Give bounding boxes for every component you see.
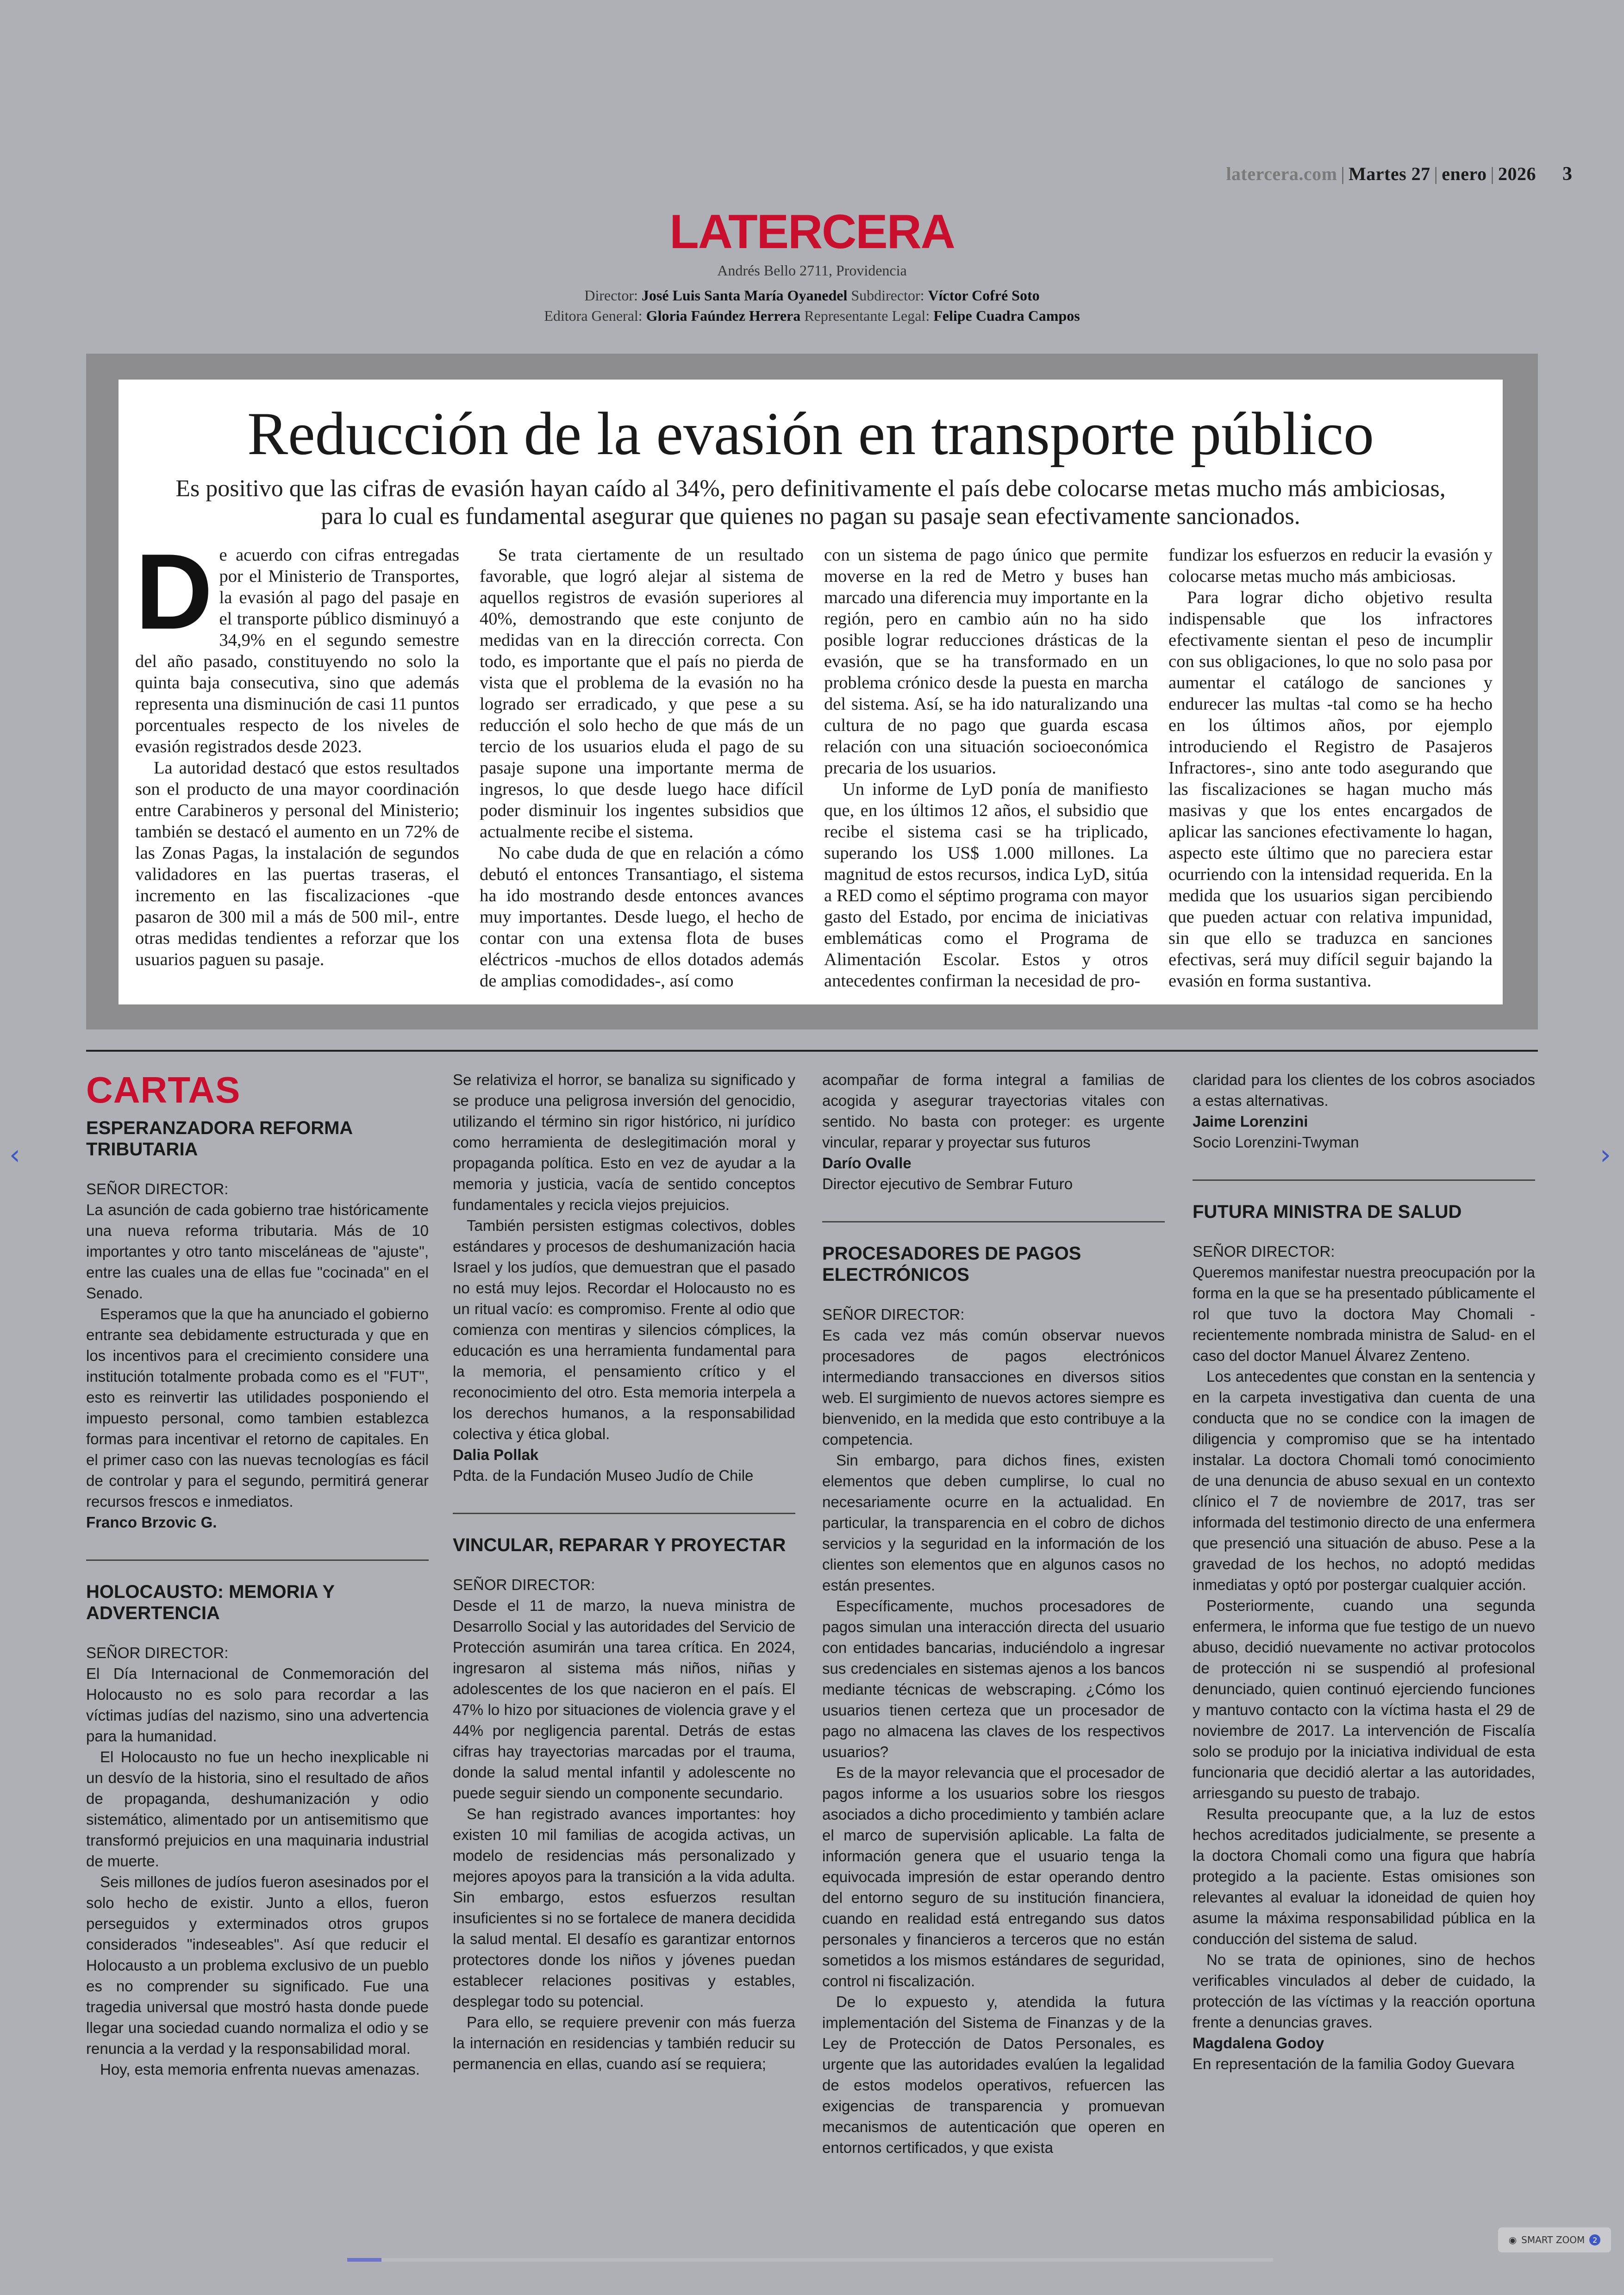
editorial-paragraph: con un sistema de pago único que permite moverse en la red de Metro y buses han marcado una diferencia muy importante en la región, pero en cambio aún no ha sido posible lograr reducciones drásticas de la evasión, que se ha transformado en un problema crónico desde la puesta en marcha del sistema. Así, se ha ido naturalizando una cultura de no pago que guarda escasa relación con una situación socioeconómica precaria de los usuarios.: [824, 545, 1148, 778]
eye-icon: ◉: [1508, 2234, 1517, 2245]
letter-signature: Franco Brzovic G.: [86, 1514, 217, 1531]
editorial-paragraph: fundizar los esfuerzos en reducir la evasión y colocarse metas mucho más ambiciosas.: [1168, 545, 1493, 586]
letter-paragraph: Resulta preocupante que, a la luz de estos hechos acreditados judicialmente, se presente a la doctora Chomali como una figura que habría protegido a la paciente. Estas omisiones son relevantes al evaluar la idoneidad de quien hoy asume la máxima responsabilidad pública en la conducción del sistema de salud.: [1193, 1805, 1535, 1947]
letter-headline: ESPERANZADORA REFORMA TRIBUTARIA: [86, 1118, 352, 1160]
editorial-deck: Es positivo que las cifras de evasión hayan caído al 34%, pero definitivamente el país debe colocarse metas mucho más ambiciosas, para lo cual es fundamental asegurar que quienes no pagan su pasaje sean efectivamente sancionados.: [175, 475, 1446, 530]
address: Andrés Bello 2711, Providencia: [717, 262, 907, 279]
staff-line-1: Director: José Luis Santa María Oyanedel Subdirector: Víctor Cofré Soto: [584, 287, 1040, 304]
section-rule: [86, 1050, 1538, 1052]
letter-divider: [453, 1513, 795, 1514]
editor-name: Gloria Faúndez Herrera: [646, 307, 801, 324]
letter-paragraph: Es de la mayor relevancia que el procesador de pagos informe a los usuarios sobre los riesgos asociados a dicho procedimiento y también aclare el marco de supervisión aplicable. La falta de información genera que el usuario tenga la equivocada impresión de estar operando dentro del entorno seguro de su institución financiera, cuando en realidad está entregando sus datos personales y financieros a terceros que no están sometidos a los mismos estándares de seguridad, control ni fiscalización.: [822, 1764, 1165, 1989]
letter-headline: VINCULAR, REPARAR Y PROYECTAR: [453, 1535, 786, 1555]
letter-paragraph: La asunción de cada gobierno trae históricamente una nueva reforma tributaria. Más de 10 importantes y otro tanto misceláneas de "ajuste", entre las cuales una de ellas fue "cocinada" en el Senado.: [86, 1201, 429, 1302]
letter-headline: FUTURA MINISTRA DE SALUD: [1193, 1202, 1462, 1222]
issue-month: enero: [1442, 163, 1487, 184]
letter-paragraph: El Día Internacional de Conmemoración del Holocausto no es solo para recordar a las víctimas judías del nazismo, sino una advertencia para la humanidad.: [86, 1665, 429, 1745]
letter-signature-role: En representación de la familia Godoy Guevara: [1193, 2055, 1515, 2072]
editorial-column-1: [135, 532, 459, 970]
letter-salutation: SEÑOR DIRECTOR:: [453, 1576, 595, 1593]
letter-paragraph: Seis millones de judíos fueron asesinados por el solo hecho de existir. Junto a ellos, fueron perseguidos y exterminados otros grupos considerados "indeseables". Así que reducir el Holocausto a un problema exclusivo de un pueblo es no comprender su significado. Fue una tragedia universal que mostró hasta donde puede llegar una sociedad cuando normaliza el odio y se renuncia a la verdad y la responsabilidad moral.: [86, 1873, 429, 2057]
editorial-paragraph: e acuerdo con cifras entregadas por el Ministerio de Transportes, la evasión al pago del pasaje en el transporte público disminuyó a 34,9% en el segundo semestre del año pasado, constituyendo no solo la quinta baja consecutiva, sino que además representa una disminución de casi 11 puntos porcentuales respecto de los niveles de evasión registrados desde 2023.: [135, 545, 459, 756]
letter-signature: Darío Ovalle: [822, 1154, 912, 1172]
letter-paragraph: Se han registrado avances importantes: hoy existen 10 mil familias de acogida activas, un modelo de residencias más personalizado y mejores apoyos para la transición a la vida adulta. Sin embargo, estos esfuerzos resultan insuficientes si no se fortalece de manera decidida la salud mental. El desafío es garantizar entornos protectores donde los niños y jóvenes puedan establecer relaciones positivas y estables, desplegar todo su potencial.: [453, 1805, 795, 2010]
smart-zoom-badge: 2: [1589, 2234, 1600, 2245]
letters-column-3: [822, 1069, 1165, 2158]
letter-headline: HOLOCAUSTO: MEMORIA Y ADVERTENCIA: [86, 1582, 335, 1623]
scrollbar-thumb[interactable]: [347, 2258, 381, 2262]
letter-paragraph: claridad para los clientes de los cobros asociados a estas alternativas.: [1193, 1071, 1535, 1109]
letter-paragraph: Posteriormente, cuando una segunda enfermera, le informa que fue testigo de un nuevo abuso, decidió nuevamente no activar protocolos de protección ni se suspendió al profesional denunciado, quien continuó ejerciendo funciones y mantuvo contacto con la víctima hasta el 29 de noviembre de 2017. La intervención de Fiscalía solo se produjo por la iniciativa individual de esta funcionaria que decidió alertar a las autoridades, arriesgando su puesto de trabajo.: [1193, 1597, 1535, 1802]
letter-signature: Jaime Lorenzini: [1193, 1113, 1308, 1130]
letters-column-2: [453, 1069, 795, 2074]
chevron-right-icon[interactable]: ›: [1600, 1139, 1611, 1171]
editorial-paragraph: Un informe de LyD ponía de manifiesto que, en los últimos 12 años, el subsidio que recibe el sistema casi se ha triplicado, superando los US$ 1.000 millones. La magnitud de estos recursos, indica LyD, sitúa a RED como el séptimo programa con mayor gasto del Estado, por encima de iniciativas emblemáticas como el Programa de Alimentación Escolar. Estos y otros antecedentes confirman la necesidad de pro-: [824, 780, 1148, 991]
editorial-column-2: [480, 544, 804, 992]
issue-day: Martes 27: [1349, 163, 1430, 184]
letter-paragraph: Esperamos que la que ha anunciado el gobierno entrante sea debidamente estructurada y que en los incentivos para el crecimiento considere una institución totalmente probada como es el "FUT", esto es reinvertir las utilidades posponiendo el impuesto personal, como tambien establezca formas para incentivar el retorno de capitales. En el primer caso con las nuevas tecnologías es fácil de controlar y para el segundo, permitirá generar recursos frescos e inmediatos.: [86, 1305, 429, 1510]
letter-paragraph: Desde el 11 de marzo, la nueva ministra de Desarrollo Social y las autoridades del Servicio de Protección asumirán una tarea crítica. En 2024, ingresaron al sistema más niños, niñas y adolescentes de los que nacieron en el país. El 47% lo hizo por situaciones de violencia grave y el 44% por negligencia parental. Detrás de estas cifras hay trayectorias marcadas por el trauma, donde la salud mental infantil y adolescente no puede seguir siendo un componente secundario.: [453, 1597, 795, 1802]
letter-paragraph: Queremos manifestar nuestra preocupación por la forma en la que se ha presentado públicamente el rol que tuvo la doctora May Chomali -recientemente nombrada ministra de Salud- en el caso del doctor Manuel Álvarez Zenteno.: [1193, 1264, 1535, 1364]
letter-paragraph: Para ello, se requiere prevenir con más fuerza la internación en residencias y también reducir su permanencia en ellas, cuando así se requiera;: [453, 2014, 795, 2072]
chevron-left-icon[interactable]: ‹: [9, 1139, 20, 1171]
letter-salutation: SEÑOR DIRECTOR:: [822, 1306, 965, 1323]
subdirector-name: Víctor Cofré Soto: [928, 287, 1040, 304]
letter-divider: [822, 1221, 1165, 1222]
letter-signature-role: Pdta. de la Fundación Museo Judío de Chile: [453, 1467, 754, 1484]
letter-signature: Magdalena Godoy: [1193, 2034, 1324, 2052]
smart-zoom-label: SMART ZOOM: [1521, 2234, 1585, 2245]
editorial-paragraph: No cabe duda de que en relación a cómo debutó el entonces Transantiago, el sistema ha ido mostrando desde entonces avances muy importantes. Desde luego, el hecho de contar con una extensa flota de buses eléctricos -muchos de ellos dotados además de amplias comodidades-, así como: [480, 843, 804, 991]
editorial-paragraph: Para lograr dicho objetivo resulta indispensable que los infractores efectivamente sientan el peso de incumplir con sus obligaciones, lo que no solo pasa por aumentar el catálogo de sanciones y endurecer las multas -tal como se ha hecho en los últimos años, por ejemplo introduciendo el Registro de Pasajeros Infractores-, sino ante todo asegurando que las fiscalizaciones se hagan mucho más masivas y que los entes encargados de aplicar las sanciones efectivamente lo hagan, aspecto este último que no pareciera estar ocurriendo con la intensidad requerida. En la medida que los usuarios sigan percibiendo que pueden actuar con relativa impunidad, sin que ello se traduzca en sanciones efectivas, será muy difícil seguir bajando la evasión en forma sustantiva.: [1168, 588, 1493, 991]
letter-paragraph: También persisten estigmas colectivos, dobles estándares y procesos de deshumanización hacia Israel y los judíos, que demuestran que el pasado no está muy lejos. Recordar el Holocausto no es un ritual vacío: es compromiso. Frente al odio que comienza con mentiras y silencios cómplices, la educación es una herramienta fundamental para la memoria, el pensamiento crítico y el reconocimiento del otro. Esta memoria interpela a los derechos humanos, a la responsabilidad colectiva y ética global.: [453, 1217, 795, 1442]
letter-divider: [1193, 1179, 1535, 1181]
letter-paragraph: Los antecedentes que constan en la sentencia y en la carpeta investigativa dan cuenta de una conducta que no se condice con la imagen de diligencia y compromiso que se ha intentado instalar. La doctora Chomali tomó conocimiento de una denuncia de abuso sexual en un contexto clínico el 7 de noviembre de 2017, tras ser informada del testimonio directo de una enfermera que presenció una situación de abuso. Pese a la gravedad de los hechos, no adoptó medidas inmediatas y optó por postergar cualquier acción.: [1193, 1368, 1535, 1593]
editorial-title: Reducción de la evasión en transporte público: [247, 399, 1374, 468]
drop-cap: D: [135, 532, 213, 652]
letter-paragraph: No se trata de opiniones, sino de hechos verificables vinculados al deber de cuidado, la protección de las víctimas y la reacción oportuna frente a denuncias graves.: [1193, 1951, 1535, 2031]
letter-paragraph: acompañar de forma integral a familias de acogida y asegurar trayectorias vitales con sentido. No basta con proteger: es urgente vincular, reparar y proyectar sus futuros: [822, 1071, 1165, 1151]
letter-paragraph: Específicamente, muchos procesadores de pagos simulan una interacción directa del usuario con entidades bancarias, induciéndolo a ingresar sus credenciales en sistemas ajenos a los bancos mediante técnicas de webscraping. ¿Cómo los usuarios tienen certeza que un procesador de pago no almacena las claves de los respectivos usuarios?: [822, 1597, 1165, 1760]
letter-paragraph: Sin embargo, para dichos fines, existen elementos que deben cumplirse, lo cual no necesariamente ocurre en la actualidad. En particular, la transparencia en el cobro de dichos servicios y la seguridad en la información de los clientes son elementos que en algunos casos no están presentes.: [822, 1452, 1165, 1594]
newspaper-logo: LATERCERA: [669, 205, 955, 259]
letter-signature-role: Socio Lorenzini-Twyman: [1193, 1134, 1359, 1151]
staff-line-2: Editora General: Gloria Faúndez Herrera Representante Legal: Felipe Cuadra Campos: [544, 307, 1080, 324]
letter-divider: [86, 1559, 429, 1561]
letter-paragraph: El Holocausto no fue un hecho inexplicable ni un desvío de la historia, sino el resultado de años de propaganda, deshumanización y odio sistemático, alimentado por un antisemitismo que transformó prejuicios en una maquinaria industrial de muerte.: [86, 1748, 429, 1870]
editorial-paragraph: La autoridad destacó que estos resultados son el producto de una mayor coordinación entre Carabineros y personal del Ministerio; también se destacó el aumento en un 72% de las Zonas Pagas, la instalación de segundos validadores en las puertas traseras, el incremento en las fiscalizaciones -que pasaron de 300 mil a más de 500 mil-, entre otras medidas tendientes a reforzar que los usuarios paguen su pasaje.: [135, 758, 459, 969]
letter-paragraph: Se relativiza el horror, se banaliza su significado y se produce una peligrosa inversión del genocidio, utilizando el término sin rigor histórico, ni jurídico como herramienta de deslegitimación moral y propaganda política. Esto en vez de ayudar a la memoria y justicia, vacía de sentido conceptos fundamentales y recicla viejos prejuicios.: [453, 1071, 795, 1213]
site-name: latercera.com: [1226, 163, 1337, 184]
letters-column-1: [86, 1069, 429, 2080]
letter-paragraph: De lo expuesto y, atendida la futura implementación del Sistema de Finanzas y de la Ley de Protección de Datos Personales, es urgente que las autoridades evalúen la legalidad de estos modelos operativos, refuercen las exigencias de transparencia y promuevan mecanismos de autenticación que operen en entornos certificados, y que exista: [822, 1993, 1165, 2156]
letter-paragraph: Hoy, esta memoria enfrenta nuevas amenazas.: [100, 2061, 420, 2078]
editorial-column-3: [824, 544, 1148, 992]
editorial-column-4: [1168, 544, 1493, 992]
issue-year: 2026: [1498, 163, 1536, 184]
editorial-box: [119, 380, 1503, 1004]
letter-salutation: SEÑOR DIRECTOR:: [86, 1644, 229, 1661]
letter-headline: PROCESADORES DE PAGOS ELECTRÓNICOS: [822, 1243, 1081, 1285]
letter-salutation: SEÑOR DIRECTOR:: [1193, 1243, 1335, 1260]
letter-paragraph: Es cada vez más común observar nuevos procesadores de pagos electrónicos intermediando transacciones en diversos sitios web. El surgimiento de nuevos actores siempre es bienvenido, en la medida que esto contribuye a la competencia.: [822, 1327, 1165, 1448]
editorial-paragraph: Se trata ciertamente de un resultado favorable, que logró alejar al sistema de aquellos registros de evasión superiores al 40%, demostrando que este conjunto de medidas van en la dirección correcta. Con todo, es importante que el país no pierda de vista que el problema de la evasión no ha logrado ser erradicado, y que pese a su reducción el solo hecho de que más de un tercio de los usuarios eluda el pago de su pasaje supone una importante merma de ingresos, lo que desde luego hace difícil poder disminuir los ingentes subsidios que actualmente recibe el sistema.: [480, 545, 804, 842]
letter-signature-role: Director ejecutivo de Sembrar Futuro: [822, 1175, 1073, 1192]
page-number: 3: [1562, 163, 1572, 185]
letter-salutation: SEÑOR DIRECTOR:: [86, 1180, 229, 1197]
letters-section-title: CARTAS: [86, 1069, 241, 1110]
horizontal-scrollbar[interactable]: [347, 2258, 1273, 2262]
director-name: José Luis Santa María Oyanedel: [641, 287, 848, 304]
letter-signature: Dalia Pollak: [453, 1446, 539, 1463]
smart-zoom-button[interactable]: [1498, 2227, 1611, 2252]
legal-rep-name: Felipe Cuadra Campos: [933, 307, 1080, 324]
masthead-date: latercera.com | Martes 27 | enero | 2026: [1226, 163, 1536, 184]
letters-column-4: [1193, 1069, 1535, 2074]
